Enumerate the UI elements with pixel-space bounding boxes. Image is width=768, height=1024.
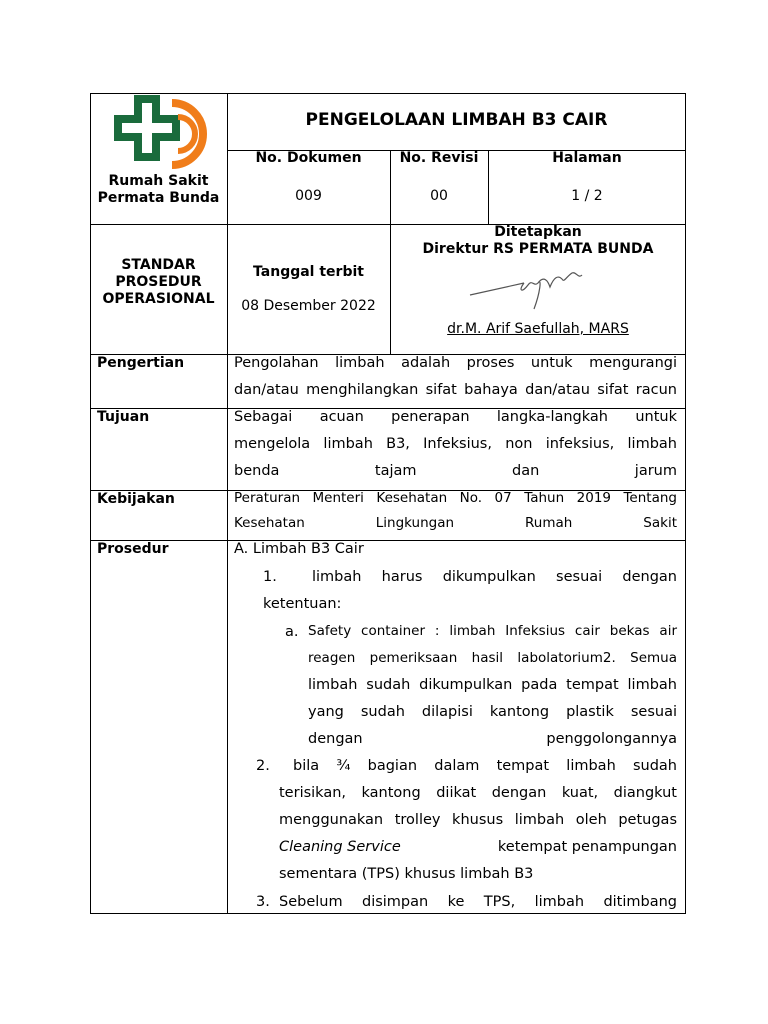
- tujuan-line: benda tajam dan jarum: [234, 463, 677, 479]
- hospital-logo: [112, 95, 212, 175]
- border-top: [90, 93, 686, 94]
- tanggal-terbit-value: 08 Desember 2022: [241, 298, 376, 314]
- kebijakan-text: [234, 486, 677, 536]
- signatory-name: dr.M. Arif Saefullah, MARS: [447, 321, 629, 337]
- no-dokumen-label: No. Dokumen: [255, 150, 362, 166]
- pengertian-text: [234, 350, 677, 404]
- step2-last-line: sementara (TPS) khusus limbah B3: [279, 866, 534, 882]
- step1-text: [312, 564, 677, 591]
- step2-line: bila ¾ bagian dalam tempat limbah sudah: [293, 758, 677, 774]
- column-divider: [227, 93, 228, 913]
- step2-line: menggunakan trolley khusus limbah oleh petugas: [279, 812, 677, 828]
- tanggal-terbit-label: Tanggal terbit: [253, 264, 364, 280]
- step1a-line: reagen pemeriksaan hasil labolatorium2. Semua: [308, 650, 677, 666]
- org-name-line1: Rumah Sakit: [108, 173, 209, 189]
- step1a-line: Safety container : limbah Infeksius cair bekas air: [308, 623, 677, 639]
- step2-number: 2.: [256, 758, 270, 774]
- step1a-letter: a.: [285, 624, 299, 640]
- kebijakan-bottom-divider: [90, 540, 686, 541]
- tujuan-label: Tujuan: [97, 409, 150, 425]
- step1-line: ketentuan:: [263, 596, 342, 612]
- step1-line: limbah harus dikumpulkan sesuai dengan: [312, 569, 677, 585]
- no-dokumen-value: 009: [295, 188, 322, 204]
- kebijakan-label: Kebijakan: [97, 491, 175, 507]
- border-left: [90, 93, 91, 913]
- sop-document: [90, 93, 686, 913]
- prosedur-heading: A. Limbah B3 Cair: [234, 541, 364, 557]
- step2-italic: Cleaning Service: [279, 839, 401, 855]
- step3-number: 3.: [256, 894, 270, 910]
- org-name-line2: Permata Bunda: [97, 190, 220, 206]
- hospital-cross-logo-icon: [112, 95, 212, 175]
- halaman-label: Halaman: [552, 150, 622, 166]
- step3-text: [279, 889, 677, 916]
- step1a-line: yang sudah dilapisi kantong plastik sesuai: [308, 704, 677, 720]
- step2-text: [279, 780, 677, 834]
- step2-after-italic: ketempat penampungan: [497, 839, 677, 855]
- kebijakan-line: Kesehatan Lingkungan Rumah Sakit: [234, 515, 677, 531]
- tujuan-line: mengelola limbah B3, Infeksius, non infeksius, limbah: [234, 436, 677, 452]
- tujuan-text: [234, 404, 677, 485]
- step1a-line: limbah sudah dikumpulkan pada tempat limbah: [308, 677, 677, 693]
- step2-text-first: [293, 753, 677, 780]
- step1-number: 1.: [263, 569, 277, 585]
- ditetapkan-label: Ditetapkan: [494, 224, 582, 240]
- step1a-text: [308, 618, 677, 753]
- sop-label-line3: OPERASIONAL: [102, 291, 215, 307]
- no-revisi-label: No. Revisi: [399, 150, 479, 166]
- pengertian-line: Pengolahan limbah adalah proses untuk mengurangi: [234, 355, 677, 371]
- border-right: [685, 93, 686, 913]
- signature-image: [468, 265, 598, 315]
- document-title: PENGELOLAAN LIMBAH B3 CAIR: [305, 110, 608, 130]
- halaman-value: 1 / 2: [571, 188, 603, 204]
- direktur-label: Direktur RS PERMATA BUNDA: [422, 241, 654, 257]
- sop-label-line1: STANDAR: [121, 257, 196, 273]
- prosedur-label: Prosedur: [97, 541, 169, 557]
- sop-label-line2: PROSEDUR: [115, 274, 202, 290]
- pengertian-label: Pengertian: [97, 355, 185, 371]
- no-revisi-value: 00: [430, 188, 448, 204]
- tujuan-line: Sebagai acuan penerapan langka-langkah untuk: [234, 409, 677, 425]
- step2-line: terisikan, kantong diikat dengan kuat, diangkut: [279, 785, 677, 801]
- step1a-line: dengan penggolongannya: [308, 731, 677, 747]
- pengertian-line: dan/atau menghilangkan sifat bahaya dan/atau sifat racun: [234, 382, 677, 398]
- kebijakan-line: Peraturan Menteri Kesehatan No. 07 Tahun 2019 Tentang: [234, 490, 677, 506]
- step3-line: Sebelum disimpan ke TPS, limbah ditimbang: [279, 894, 677, 910]
